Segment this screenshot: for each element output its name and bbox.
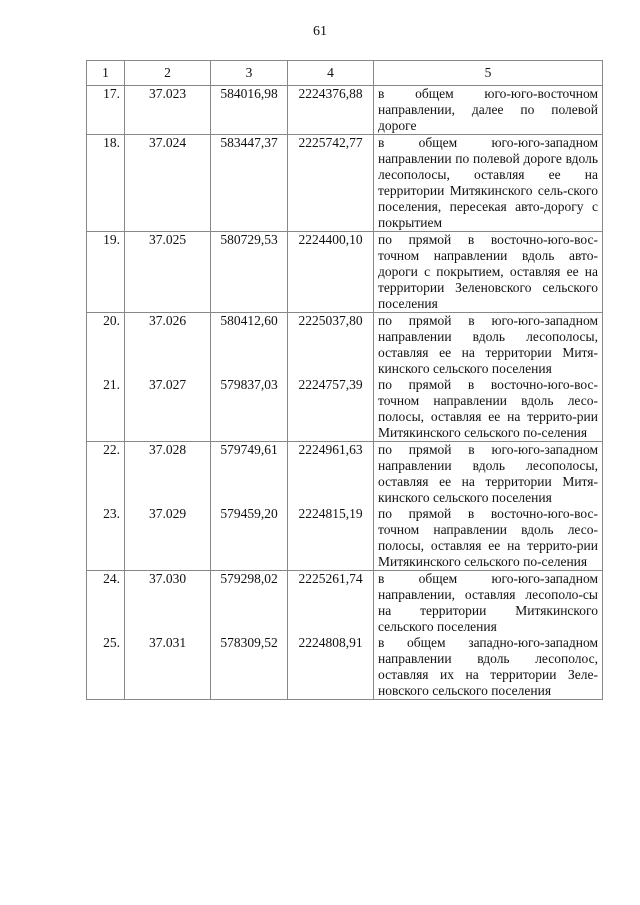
boundary-description: по прямой в юго-юго-западном направлении вдоль лесополосы, оставляя ее на территории Митя-кинского сельского поселения	[374, 442, 603, 507]
column-header: 3	[211, 61, 288, 86]
column-header: 4	[288, 61, 374, 86]
coordinate-y: 2224815,19	[288, 506, 374, 571]
coordinate-y: 2224400,10	[288, 232, 374, 313]
coordinate-y: 2224961,63	[288, 442, 374, 507]
row-number: 22.	[87, 442, 125, 507]
coordinate-y: 2225037,80	[288, 313, 374, 378]
table-row	[87, 377, 603, 442]
table-row	[87, 635, 603, 700]
boundary-description: в общем юго-юго-западном направлении, оставляя лесополо-сы на территории Митякинского сельского поселения	[374, 571, 603, 636]
coordinate-y: 2224808,91	[288, 635, 374, 700]
point-code: 37.025	[125, 232, 211, 313]
coordinate-x: 579749,61	[211, 442, 288, 507]
row-number: 18.	[87, 135, 125, 232]
table-row	[87, 506, 603, 571]
coordinate-x: 579837,03	[211, 377, 288, 442]
coordinate-x: 580729,53	[211, 232, 288, 313]
table-row	[87, 571, 603, 636]
point-code: 37.031	[125, 635, 211, 700]
point-code: 37.030	[125, 571, 211, 636]
point-code: 37.026	[125, 313, 211, 378]
coordinates-table	[86, 60, 603, 700]
boundary-description: в общем юго-юго-западном направлении по полевой дороге вдоль лесополосы, оставляя ее на территории Митякинского сель-ского поселения, пересекая авто-дорогу с покрытием	[374, 135, 603, 232]
point-code: 37.023	[125, 86, 211, 135]
coordinate-y: 2225261,74	[288, 571, 374, 636]
boundary-description: в общем юго-юго-восточном направлении, далее по полевой дороге	[374, 86, 603, 135]
coordinate-y: 2224376,88	[288, 86, 374, 135]
coordinate-x: 578309,52	[211, 635, 288, 700]
coordinate-x: 579459,20	[211, 506, 288, 571]
coordinate-y: 2224757,39	[288, 377, 374, 442]
boundary-description: по прямой в юго-юго-западном направлении вдоль лесополосы, оставляя ее на территории Митя-кинского сельского поселения	[374, 313, 603, 378]
coordinate-x: 579298,02	[211, 571, 288, 636]
boundary-description: в общем западно-юго-западном направлении вдоль лесополос, оставляя их на территории Зеле-новского сельского поселения	[374, 635, 603, 700]
row-number: 19.	[87, 232, 125, 313]
row-number: 23.	[87, 506, 125, 571]
column-header: 1	[87, 61, 125, 86]
table-header-row	[87, 61, 603, 86]
coordinate-x: 580412,60	[211, 313, 288, 378]
table-row	[87, 442, 603, 507]
coordinate-x: 584016,98	[211, 86, 288, 135]
row-number: 25.	[87, 635, 125, 700]
point-code: 37.028	[125, 442, 211, 507]
table-row	[87, 232, 603, 313]
boundary-description: по прямой в восточно-юго-вос-точном направлении вдоль лесо-полосы, оставляя ее на террито-рии Митякинского сельского по-селения	[374, 377, 603, 442]
coordinate-x: 583447,37	[211, 135, 288, 232]
row-number: 21.	[87, 377, 125, 442]
table-row	[87, 313, 603, 378]
row-number: 24.	[87, 571, 125, 636]
page-number: 61	[313, 24, 327, 39]
row-number: 17.	[87, 86, 125, 135]
table-row	[87, 135, 603, 232]
coordinate-y: 2225742,77	[288, 135, 374, 232]
column-header: 5	[374, 61, 603, 86]
point-code: 37.029	[125, 506, 211, 571]
table-row	[87, 86, 603, 135]
point-code: 37.027	[125, 377, 211, 442]
row-number: 20.	[87, 313, 125, 378]
column-header: 2	[125, 61, 211, 86]
point-code: 37.024	[125, 135, 211, 232]
boundary-description: по прямой в восточно-юго-вос-точном направлении вдоль авто-дороги с покрытием, оставляя ее на территории Зеленовского сельского поселения	[374, 232, 603, 313]
boundary-description: по прямой в восточно-юго-вос-точном направлении вдоль лесо-полосы, оставляя ее на террито-рии Митякинского сельского по-селения	[374, 506, 603, 571]
